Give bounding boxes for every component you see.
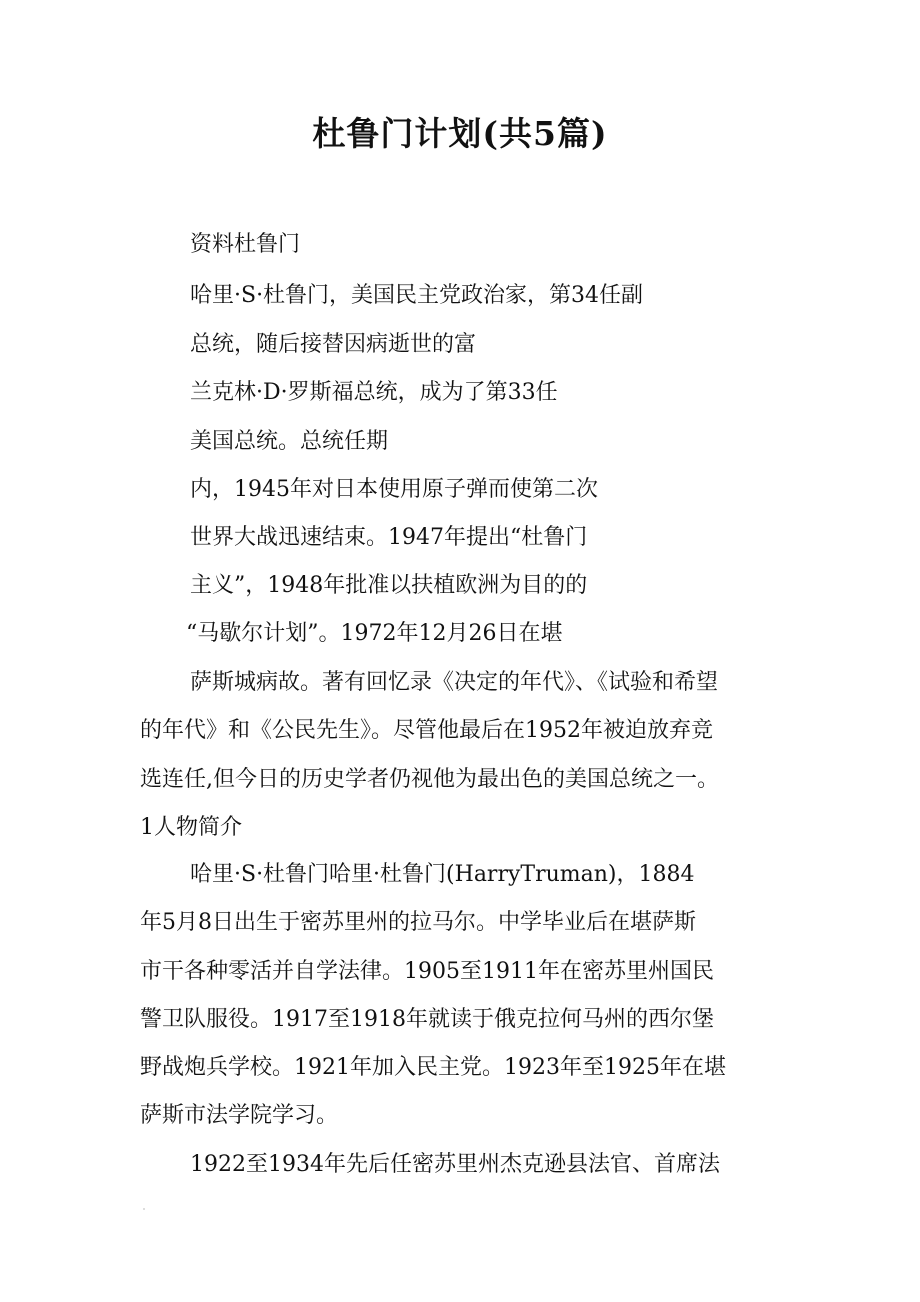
text-line: 美国总统。总统任期: [190, 429, 389, 454]
text-line: “马歇尔计划”。1972年12月26日在堪: [186, 621, 563, 646]
text-line: 年5月8日出生于密苏里州的拉马尔。中学毕业后在堪萨斯: [140, 910, 696, 935]
text-line: 主义”，1948年批准以扶植欧洲为目的的: [190, 573, 588, 598]
scan-speck: [143, 1208, 145, 1210]
text-line: 的年代》和《公民先生》。尽管他最后在1952年被迫放弃竞: [140, 718, 713, 743]
section-heading: 1人物简介: [140, 815, 242, 840]
text-line: 萨斯市法学院学习。: [140, 1103, 339, 1128]
text-line: 内，1945年对日本使用原子弹而使第二次: [190, 477, 598, 502]
text-line: 哈里·S·杜鲁门哈里·杜鲁门(HarryTruman)，1884: [190, 862, 695, 887]
text-line: 资料杜鲁门: [190, 232, 301, 257]
text-line: 选连任,但今日的历史学者仍视他为最出色的美国总统之一。: [140, 767, 719, 792]
text-line: 总统，随后接替因病逝世的富: [190, 332, 477, 357]
text-line: 市干各种零活并自学法律。1905至1911年在密苏里州国民: [140, 959, 714, 984]
document-title: 杜鲁门计划(共5篇): [312, 114, 608, 153]
text-line: 萨斯城病故。著有回忆录《决定的年代》、《试验和希望: [190, 670, 719, 695]
text-line: 野战炮兵学校。1921年加入民主党。1923年至1925年在堪: [140, 1055, 726, 1080]
text-line: 兰克林·D·罗斯福总统，成为了第33任: [190, 380, 558, 405]
text-line: 世界大战迅速结束。1947年提出“杜鲁门: [190, 525, 588, 550]
text-line: 哈里·S·杜鲁门，美国民主党政治家，第34任副: [190, 283, 644, 308]
text-line: 警卫队服役。1917至1918年就读于俄克拉何马州的西尔堡: [140, 1007, 714, 1032]
text-line: 1922至1934年先后任密苏里州杰克逊县法官、首席法: [190, 1152, 720, 1177]
